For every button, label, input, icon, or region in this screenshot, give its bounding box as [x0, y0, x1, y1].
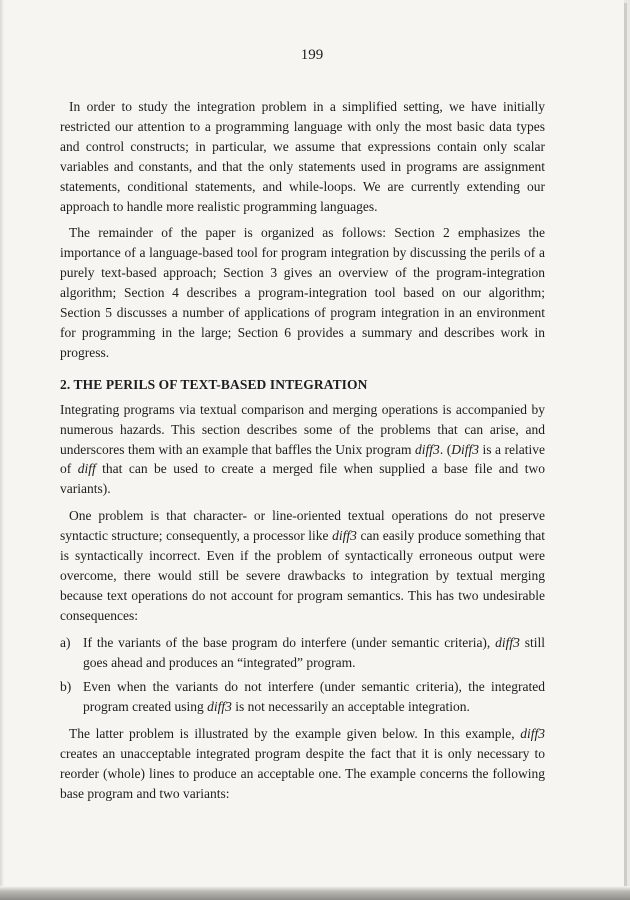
- list-marker: b): [60, 679, 72, 695]
- binding-edge: [0, 0, 4, 893]
- intro-paragraph-2: The remainder of the paper is organized as follows: Section 2 emphasizes the importance of a language-based tool for program integration by discussing the perils of a purely text-based approach; Section 3 gives an overview of the program-integration algorithm; Section 4 describes a program-integration tool based on our algorithm; Section 5 discusses a number of applications of program integration in an environment for programming in the large; Section 6 provides a summary and describes work in progress.: [60, 225, 545, 360]
- page-bottom-shadow: [0, 886, 630, 900]
- list-marker: a): [60, 634, 71, 650]
- list-item: [60, 633, 545, 673]
- list-item: [60, 677, 545, 717]
- intro-paragraph-1: In order to study the integration problem in a simplified setting, we have initially restricted our attention to a programming language with only the most basic data types and control constructs; in particular, we assume that expressions contain only scalar variables and constants, and that the only statements used in programs are assignment statements, conditional statements, and while-loops. We are currently extending our approach to handle more realistic programming languages.: [60, 99, 545, 214]
- page-number: 199: [300, 47, 324, 63]
- list-item-text: If the variants of the base program do interfere (under semantic criteria), diff3 still goes ahead and produces an “integrated” program.: [83, 634, 545, 670]
- body-text: [60, 97, 545, 811]
- section-paragraph-2: One problem is that character- or line-oriented textual operations do not preserve syntactic structure; consequently, a processor like diff3 can easily produce something that is syntactically incorrect. Even if the problem of syntactically erroneous output were overcome, there would still be severe drawbacks to integration by textual merging because text operations do not account for program semantics. This has two undesirable consequences:: [60, 508, 545, 623]
- list-item-text: Even when the variants do not interfere (under semantic criteria), the integrated program created using diff3 is not necessarily an acceptable integration.: [83, 679, 545, 715]
- consequences-list: [60, 633, 545, 718]
- section-heading: 2. THE PERILS OF TEXT-BASED INTEGRATION: [60, 376, 368, 392]
- section-paragraph-1: Integrating programs via textual comparison and merging operations is accompanied by numerous hazards. This section describes some of the problems that can arise, and underscores them with an example that baffles the Unix program diff3. (Diff3 is a relative of diff that can be used to create a merged file when supplied a base file and two variants).: [60, 401, 545, 497]
- section-paragraph-3: The latter problem is illustrated by the example given below. In this example, diff3 creates an unacceptable integrated program despite the fact that it is only necessary to reorder (whole) lines to produce an acceptable one. The example concerns the following base program and two variants:: [60, 726, 545, 801]
